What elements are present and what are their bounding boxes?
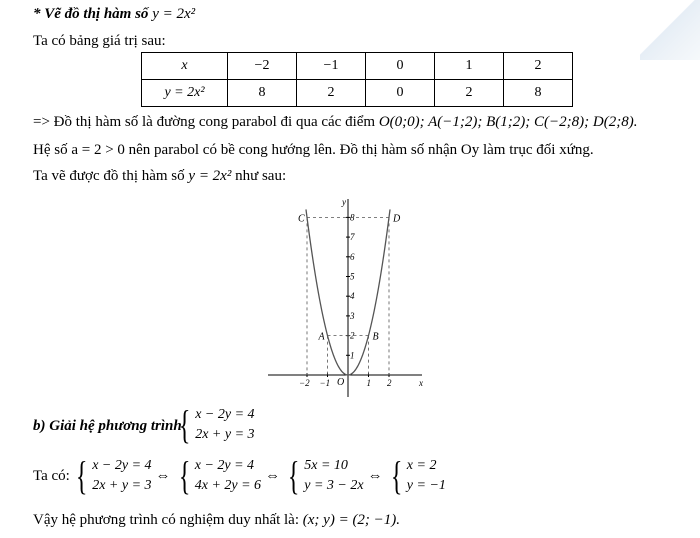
system-eq1: x − 2y = 4 [195,407,255,422]
table-cell: 1 [435,53,504,80]
page-corner-decoration [640,0,700,60]
brace: { [75,453,88,498]
x-tick-label: −1 [319,378,331,388]
table-cell: 0 [366,80,435,107]
conclusion-3-text: Ta vẽ được đồ thị hàm số [33,168,185,184]
value-table [141,52,573,107]
conclusion-2: Hệ số a = 2 > 0 nên parabol có bề cong hướng lên. Đồ thị hàm số nhận Oy làm trục đối xứng. [33,142,594,158]
step-1-eq2: 2x + y = 3 [92,478,152,493]
step-2 [195,456,261,496]
heading-a-text: * Vẽ đồ thị hàm số [33,6,149,22]
origin-label: O [337,377,345,388]
solution-lead: Ta có: [33,468,70,484]
point-label-d: D [393,213,401,225]
y-tick-label: 3 [350,310,355,321]
y-tick-label: 2 [350,330,355,341]
final-answer: (x; y) = (2; −1). [302,512,401,528]
brace: { [178,453,190,498]
y-tick-label: 7 [350,232,355,243]
conclusion-3-tail: như sau: [235,168,287,184]
table-cell: 2 [504,53,573,80]
point-label-a: A [318,331,325,343]
y-tick-label: 6 [350,251,355,262]
heading-a [33,6,195,23]
y-tick-label: 8 [350,212,355,223]
parabola-graph [262,193,432,398]
step-2-eq2: 4x + 2y = 6 [194,478,262,493]
system-eq2: 2x + y = 3 [195,427,255,442]
table-row-x [142,53,573,80]
conclusion-3 [33,168,286,185]
step-3-eq2: y = 3 − 2x [304,478,364,493]
table-cell: 0 [366,53,435,80]
step-4-eq1: x = 2 [406,458,437,473]
heading-b-text: b) Giải hệ phương trình [33,418,182,434]
step-1-eq1: x − 2y = 4 [92,458,152,473]
heading-b [33,418,182,435]
equiv-arrow: ⇔ [265,467,281,484]
system-equations [195,405,254,445]
conclusion-1-text: => Đồ thị hàm số là đường cong parabol đi qua các điểm [33,114,376,130]
point-label-b: B [372,331,379,343]
table-cell: 8 [228,80,297,107]
table-cell: 8 [504,80,573,107]
conclusion-3-function: y = 2x² [188,168,232,184]
equiv-arrow: ⇔ [155,467,171,484]
solution-steps [72,453,446,498]
final-text: Vậy hệ phương trình có nghiệm duy nhất là: [33,512,300,528]
step-3 [304,456,363,496]
table-cell: 2 [435,80,504,107]
step-1 [92,456,151,496]
conclusion-1 [33,114,637,131]
step-4-eq2: y = −1 [406,478,446,493]
table-header-x: x [142,53,228,80]
y-tick-label: 5 [350,271,355,282]
equiv-arrow: ⇔ [367,467,383,484]
table-cell: −1 [297,53,366,80]
brace: { [287,453,300,498]
step-2-eq1: x − 2y = 4 [194,458,255,473]
final-statement [33,512,400,529]
table-header-y: y = 2x² [142,80,228,107]
brace: { [390,453,402,498]
x-axis-label: x [419,378,423,388]
table-row-y [142,80,573,107]
table-cell: 2 [297,80,366,107]
point-label-c: C [298,213,305,225]
table-cell: −2 [228,53,297,80]
brace: { [178,402,191,447]
x-tick-label: 2 [387,378,392,388]
conclusion-1-points: O(0;0); A(−1;2); B(1;2); C(−2;8); D(2;8). [378,114,638,130]
intro-text: Ta có bảng giá trị sau: [33,33,166,49]
y-tick-group [346,212,355,360]
y-axis-label: y [342,197,346,207]
step-3-eq1: 5x = 10 [304,458,348,473]
step-4 [407,456,446,496]
y-tick-label: 4 [350,291,355,302]
y-tick-label: 1 [350,350,355,361]
x-tick-label: 1 [366,378,371,388]
heading-a-function: y = 2x² [152,6,196,22]
x-tick-label: −2 [299,378,310,388]
system-block [175,402,255,447]
